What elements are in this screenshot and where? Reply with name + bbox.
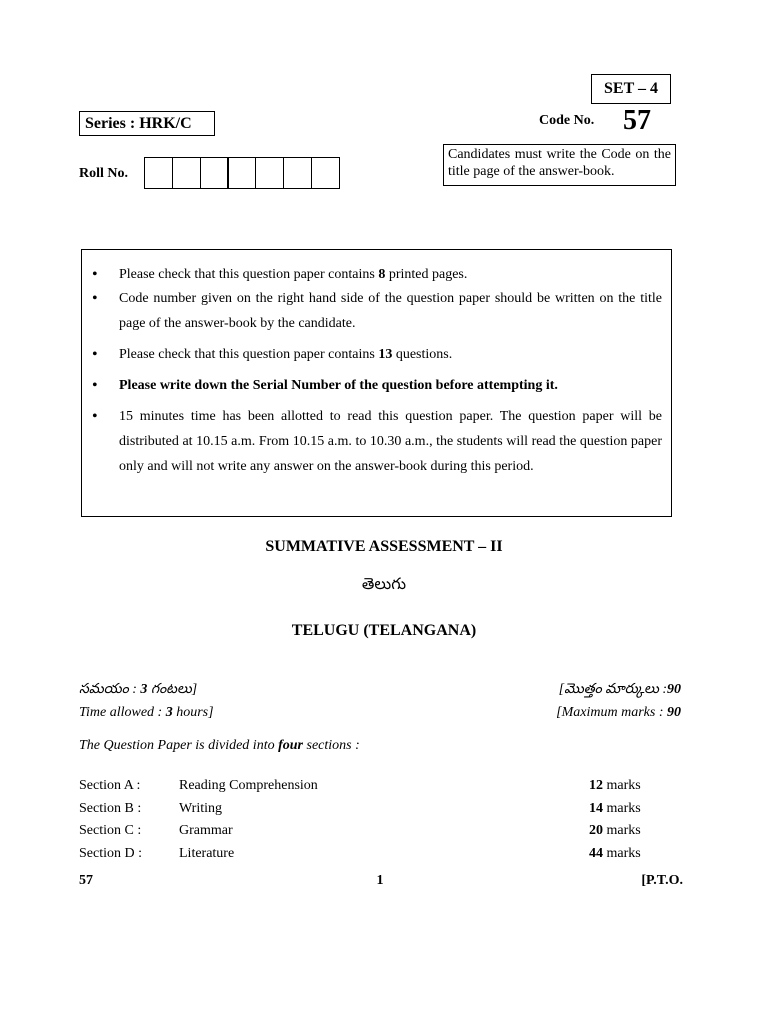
roll-number-cell[interactable] (172, 157, 201, 189)
section-row (79, 845, 669, 868)
meta-text: The Question Paper is divided into (79, 738, 279, 753)
roll-number-grid (144, 157, 340, 189)
code-number: 57 (623, 105, 651, 136)
roll-number-cell[interactable] (144, 157, 173, 189)
instructions-box (81, 249, 672, 517)
max-marks-english (556, 705, 681, 721)
instruction-text: Please check that this question paper contains (119, 347, 379, 362)
section-title: Writing (179, 800, 222, 816)
meta-text: hours] (172, 705, 214, 720)
set-number-box: SET – 4 (591, 74, 671, 104)
subject-telugu-title: తెలుగు (361, 574, 407, 593)
instruction-item (90, 286, 662, 336)
sections-intro (79, 738, 360, 754)
footer-code: 57 (79, 873, 93, 888)
section-marks-unit: marks (603, 823, 641, 838)
subject-title: TELUGU (TELANGANA) (291, 622, 477, 639)
section-name: Section C : (79, 823, 142, 838)
instruction-text: Code number given on the right hand side of the question paper should be written on the title page of the answer-book by the candidate. (119, 291, 662, 331)
section-marks (589, 845, 669, 868)
section-marks (589, 777, 669, 800)
meta-text: sections : (303, 738, 360, 753)
section-marks-unit: marks (603, 800, 641, 816)
section-marks (589, 822, 669, 845)
meta-value: 90 (667, 705, 681, 720)
section-name: Section D : (79, 845, 142, 861)
question-count: 13 (378, 347, 393, 362)
instruction-text: questions. (392, 347, 453, 362)
instruction-text: printed pages. (385, 267, 468, 282)
meta-text: [మొత్తం మార్కులు : (558, 682, 667, 697)
time-allowed-english (79, 705, 214, 721)
section-marks-unit: marks (603, 845, 641, 861)
page-count: 8 (378, 267, 386, 282)
max-marks-telugu (559, 681, 681, 700)
code-label: Code No. (539, 113, 595, 128)
instruction-item (90, 264, 662, 286)
section-marks-unit: marks (603, 778, 641, 793)
instruction-item (90, 342, 662, 367)
sections-table (79, 777, 669, 867)
section-title: Reading Comprehension (179, 778, 318, 793)
meta-text: సమయం : (79, 682, 141, 697)
section-marks-value: 44 (589, 845, 603, 861)
instructions-list (90, 264, 662, 479)
pto-label: [P.T.O. (641, 873, 683, 888)
instruction-text: Please check that this question paper contains (119, 267, 379, 282)
meta-value: 90 (667, 682, 681, 697)
series-box: Series : HRK/C (79, 111, 215, 136)
meta-value: four (278, 738, 303, 753)
section-name: Section A : (79, 778, 141, 793)
section-name: Section B : (79, 800, 142, 816)
roll-number-cell[interactable] (227, 157, 256, 189)
exam-title: SUMMATIVE ASSESSMENT – II (265, 538, 503, 555)
section-marks-value: 14 (589, 800, 603, 816)
instruction-text: 15 minutes time has been allotted to read this question paper. The question paper will be distributed at 10.15 a.m. From 10.15 a.m. to 10.30 a.m., the students will read the question paper only and will not write any answer on the answer-book during this period. (119, 409, 662, 474)
meta-text: Time allowed : (79, 705, 166, 720)
roll-number-cell[interactable] (255, 157, 284, 189)
meta-text: గంటలు] (147, 682, 198, 697)
roll-number-label: Roll No. (79, 166, 128, 181)
section-marks (589, 800, 669, 823)
code-instruction-note: Candidates must write the Code on the title page of the answer-book. (443, 144, 676, 186)
section-marks-value: 20 (589, 823, 603, 838)
section-title: Literature (179, 845, 235, 861)
page-number: 1 (376, 873, 384, 888)
roll-number-cell[interactable] (283, 157, 312, 189)
instruction-text-bold: Please write down the Serial Number of the question before attempting it. (119, 378, 558, 393)
meta-text: [Maximum marks : (556, 705, 667, 720)
time-allowed-telugu (79, 681, 197, 700)
section-row (79, 822, 669, 845)
section-title: Grammar (179, 823, 233, 838)
section-row (79, 777, 669, 800)
instruction-item (90, 404, 662, 479)
roll-number-cell[interactable] (200, 157, 229, 189)
section-marks-value: 12 (589, 778, 603, 793)
roll-number-cell[interactable] (311, 157, 340, 189)
meta-value: 3 (140, 682, 148, 697)
section-row (79, 800, 669, 823)
meta-value: 3 (165, 705, 173, 720)
instruction-item (90, 373, 662, 398)
